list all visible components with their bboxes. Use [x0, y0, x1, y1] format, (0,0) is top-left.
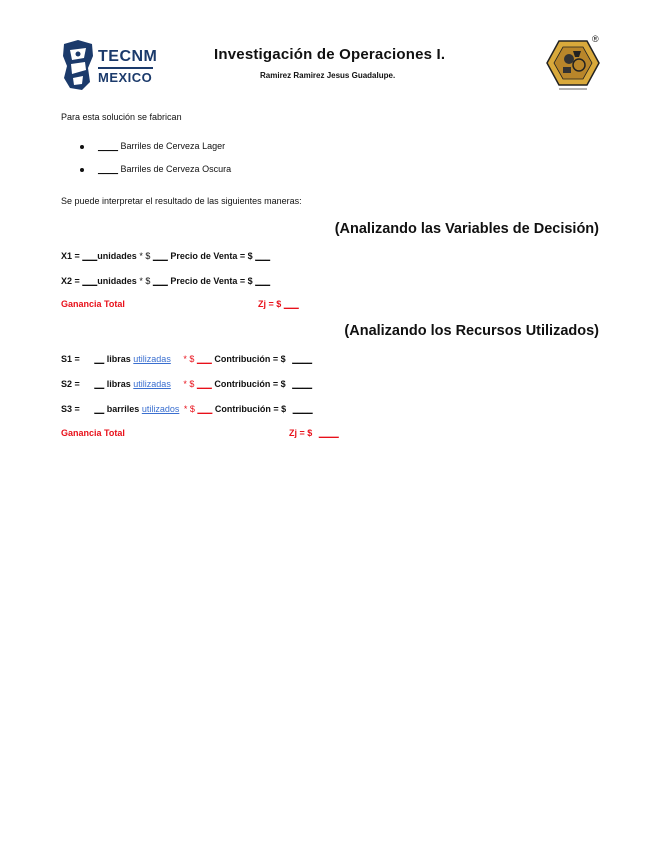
mexico-wordmark: MEXICO — [98, 70, 153, 85]
variable-label: S2 = — [61, 379, 83, 389]
contribution-label: Contribución = $ — [211, 379, 289, 389]
institution-seal-icon — [543, 37, 603, 93]
blank-field: __ — [94, 379, 105, 389]
price-label: Precio de Venta = $ — [167, 276, 256, 286]
operator-label: * $ — [136, 251, 153, 261]
blank-field: ___ — [152, 276, 168, 286]
operator-label: * $ — [136, 276, 153, 286]
price-label: Precio de Venta = $ — [167, 251, 256, 261]
resource-row-s1 — [61, 354, 312, 364]
resource-row-s3 — [61, 404, 313, 414]
bullet-icon — [80, 168, 84, 172]
total-value-label: Zj = $ — [258, 299, 284, 309]
decision-row-x1 — [61, 251, 270, 261]
institution-badge — [543, 34, 603, 93]
blank-field: ___ — [196, 354, 212, 364]
variable-label: S1 = — [61, 354, 83, 364]
operator-label: * $ — [180, 379, 197, 389]
list-item-label: Barriles de Cerveza Lager — [118, 141, 226, 151]
blank-field: ____ — [292, 354, 313, 364]
blank-field: ___ — [82, 276, 98, 286]
utilizadas-link[interactable]: utilizadas — [133, 354, 171, 364]
resources-total-value — [289, 428, 339, 438]
resources-heading: (Analizando los Recursos Utilizados) — [344, 323, 599, 339]
resource-row-s2 — [61, 379, 312, 389]
blank-field: ___ — [82, 251, 98, 261]
unit-label: libras — [104, 379, 134, 389]
utilizados-link[interactable]: utilizados — [141, 404, 180, 414]
variable-label: S3 = — [61, 404, 83, 414]
units-label: unidades — [97, 251, 137, 261]
blank-field: ___ — [283, 299, 299, 309]
blank-field: ___ — [255, 251, 271, 261]
contribution-label: Contribución = $ — [211, 354, 289, 364]
list-item — [80, 141, 225, 151]
operator-label: * $ — [181, 404, 198, 414]
list-item — [80, 164, 231, 174]
bullet-icon — [80, 145, 84, 149]
blank-field: ____ — [318, 428, 339, 438]
resources-total-label: Ganancia Total — [61, 428, 125, 438]
unit-label: libras — [104, 354, 134, 364]
utilizadas-link[interactable]: utilizadas — [133, 379, 171, 389]
tecnm-logo — [60, 38, 158, 92]
decision-row-x2 — [61, 276, 270, 286]
total-value-label: Zj = $ — [289, 428, 315, 438]
author-name: Ramirez Ramirez Jesus Guadalupe. — [260, 71, 396, 80]
blank-field: __ — [94, 404, 105, 414]
decision-total-label: Ganancia Total — [61, 299, 125, 309]
blank-field: ____ — [98, 141, 119, 151]
blank-field: ____ — [98, 164, 119, 174]
tecnm-rule — [98, 67, 153, 69]
variable-label: X1 = — [61, 251, 83, 261]
variable-label: X2 = — [61, 276, 83, 286]
contribution-label: Contribución = $ — [212, 404, 289, 414]
blank-field: ___ — [196, 379, 212, 389]
list-item-label: Barriles de Cerveza Oscura — [118, 164, 232, 174]
document-title: Investigación de Operaciones I. — [214, 46, 446, 63]
interpret-text: Se puede interpretar el resultado de las siguientes maneras: — [61, 196, 302, 206]
unit-label: barriles — [104, 404, 142, 414]
blank-field: ___ — [255, 276, 271, 286]
eagle-warrior-icon — [60, 38, 96, 92]
registered-mark: ® — [592, 34, 599, 44]
blank-field: __ — [94, 354, 105, 364]
decision-total-value — [258, 299, 299, 309]
blank-field: ____ — [292, 379, 313, 389]
units-label: unidades — [97, 276, 137, 286]
tecnm-wordmark: TECNM — [98, 48, 158, 65]
intro-text: Para esta solución se fabrican — [61, 112, 182, 122]
blank-field: ___ — [197, 404, 213, 414]
blank-field: ___ — [152, 251, 168, 261]
blank-field: ____ — [292, 404, 313, 414]
decision-heading: (Analizando las Variables de Decisión) — [334, 221, 599, 237]
operator-label: * $ — [180, 354, 197, 364]
